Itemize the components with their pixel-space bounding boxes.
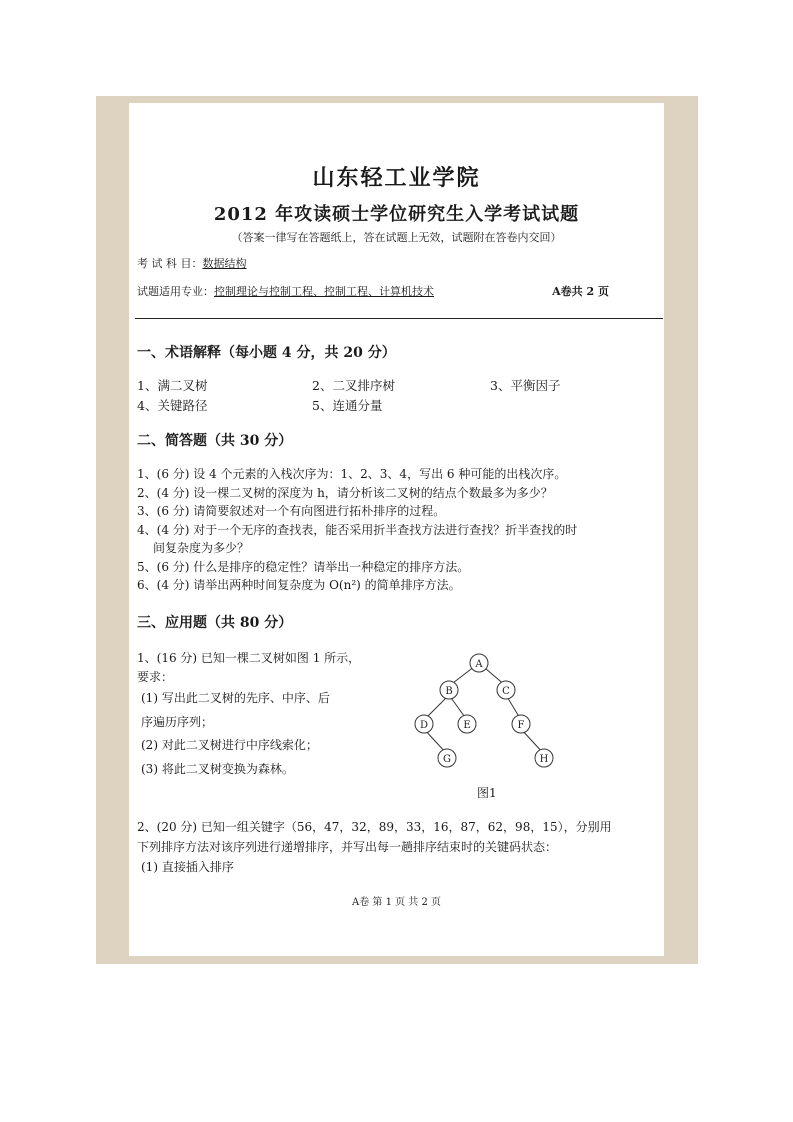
binary-tree-figure [409,648,579,773]
major-line [137,283,434,299]
question-line: 1、(16 分) 已知一棵二叉树如图 1 所示， [137,651,361,665]
section1-title: 一、术语解释（每小题 4 分，共 20 分） [137,345,396,361]
subject-value: 数据结构 [202,257,247,270]
exam-title: 2012 年攻读硕士学位研究生入学考试试题 [213,204,580,225]
question-line: (2) 对此二叉树进行中序线索化； [141,738,318,752]
major-value: 控制理论与控制工程、控制工程、计算机技术 [214,285,434,298]
tree-node-label: E [463,720,471,731]
section3-title: 三、应用题（共 80 分） [137,615,293,631]
term-item: 5、连通分量 [312,398,383,413]
tree-node-label: H [539,754,549,765]
subject-label: 考 试 科 目： [137,257,203,270]
question: 5、(6 分) 什么是排序的稳定性？请举出一种稳定的排序方法。 [137,560,470,574]
tree-node-label: F [517,720,525,731]
page-count: A卷共 2 页 [552,285,609,298]
term-item: 2、二叉排序树 [312,378,395,393]
tree-node-label: B [445,686,453,697]
term-item: 4、关键路径 [137,398,208,413]
answer-note: （答案一律写在答题纸上，答在试题上无效，试题附在答卷内交回） [231,231,562,244]
tree-node-label: C [502,686,510,697]
question-line: (1) 写出此二叉树的先序、中序、后 [141,691,330,705]
question: 2、(4 分) 设一棵二叉树的深度为 h，请分析该二叉树的结点个数最多为多少？ [137,486,553,500]
question-line: 2、(20 分) 已知一组关键字（56，47，32，89，33，16，87，62，98，15），分别用 [137,820,612,834]
subject-line [137,255,247,271]
question-line: 要求： [137,670,174,684]
question: 6、(4 分) 请举出两种时间复杂度为 O(n²) 的简单排序方法。 [137,578,461,592]
tree-node-label: D [419,720,429,731]
question-line: (1) 直接插入排序 [141,860,234,874]
tree-node-label: G [443,754,451,765]
tree-node-label: A [475,659,483,670]
term-item: 3、平衡因子 [490,378,561,393]
header-divider [135,318,663,319]
question: 4、(4 分) 对于一个无序的查找表，能否采用折半查找方法进行查找？折半查找的时 [137,523,578,537]
page-footer: A卷 第 1 页 共 2 页 [351,897,442,908]
exam-paper [129,103,664,956]
question-line: 下列排序方法对该序列进行递增排序，并写出每一趟排序结束时的关键码状态： [137,840,558,854]
question: 1、(6 分) 设 4 个元素的入栈次序为：1、2、3、4，写出 6 种可能的出栈次序。 [137,467,567,481]
figure-caption: 图1 [477,786,497,800]
question: 3、(6 分) 请简要叙述对一个有向图进行拓朴排序的过程。 [137,504,446,518]
section2-title: 二、简答题（共 30 分） [137,433,293,449]
school-name: 山东轻工业学院 [312,165,481,191]
term-item: 1、满二叉树 [137,378,208,393]
major-label: 试题适用专业： [137,285,214,298]
question-line: (3) 将此二叉树变换为森林。 [141,762,294,776]
question-continuation: 间复杂度为多少？ [153,541,250,555]
question-line: 序遍历序列； [141,715,214,729]
